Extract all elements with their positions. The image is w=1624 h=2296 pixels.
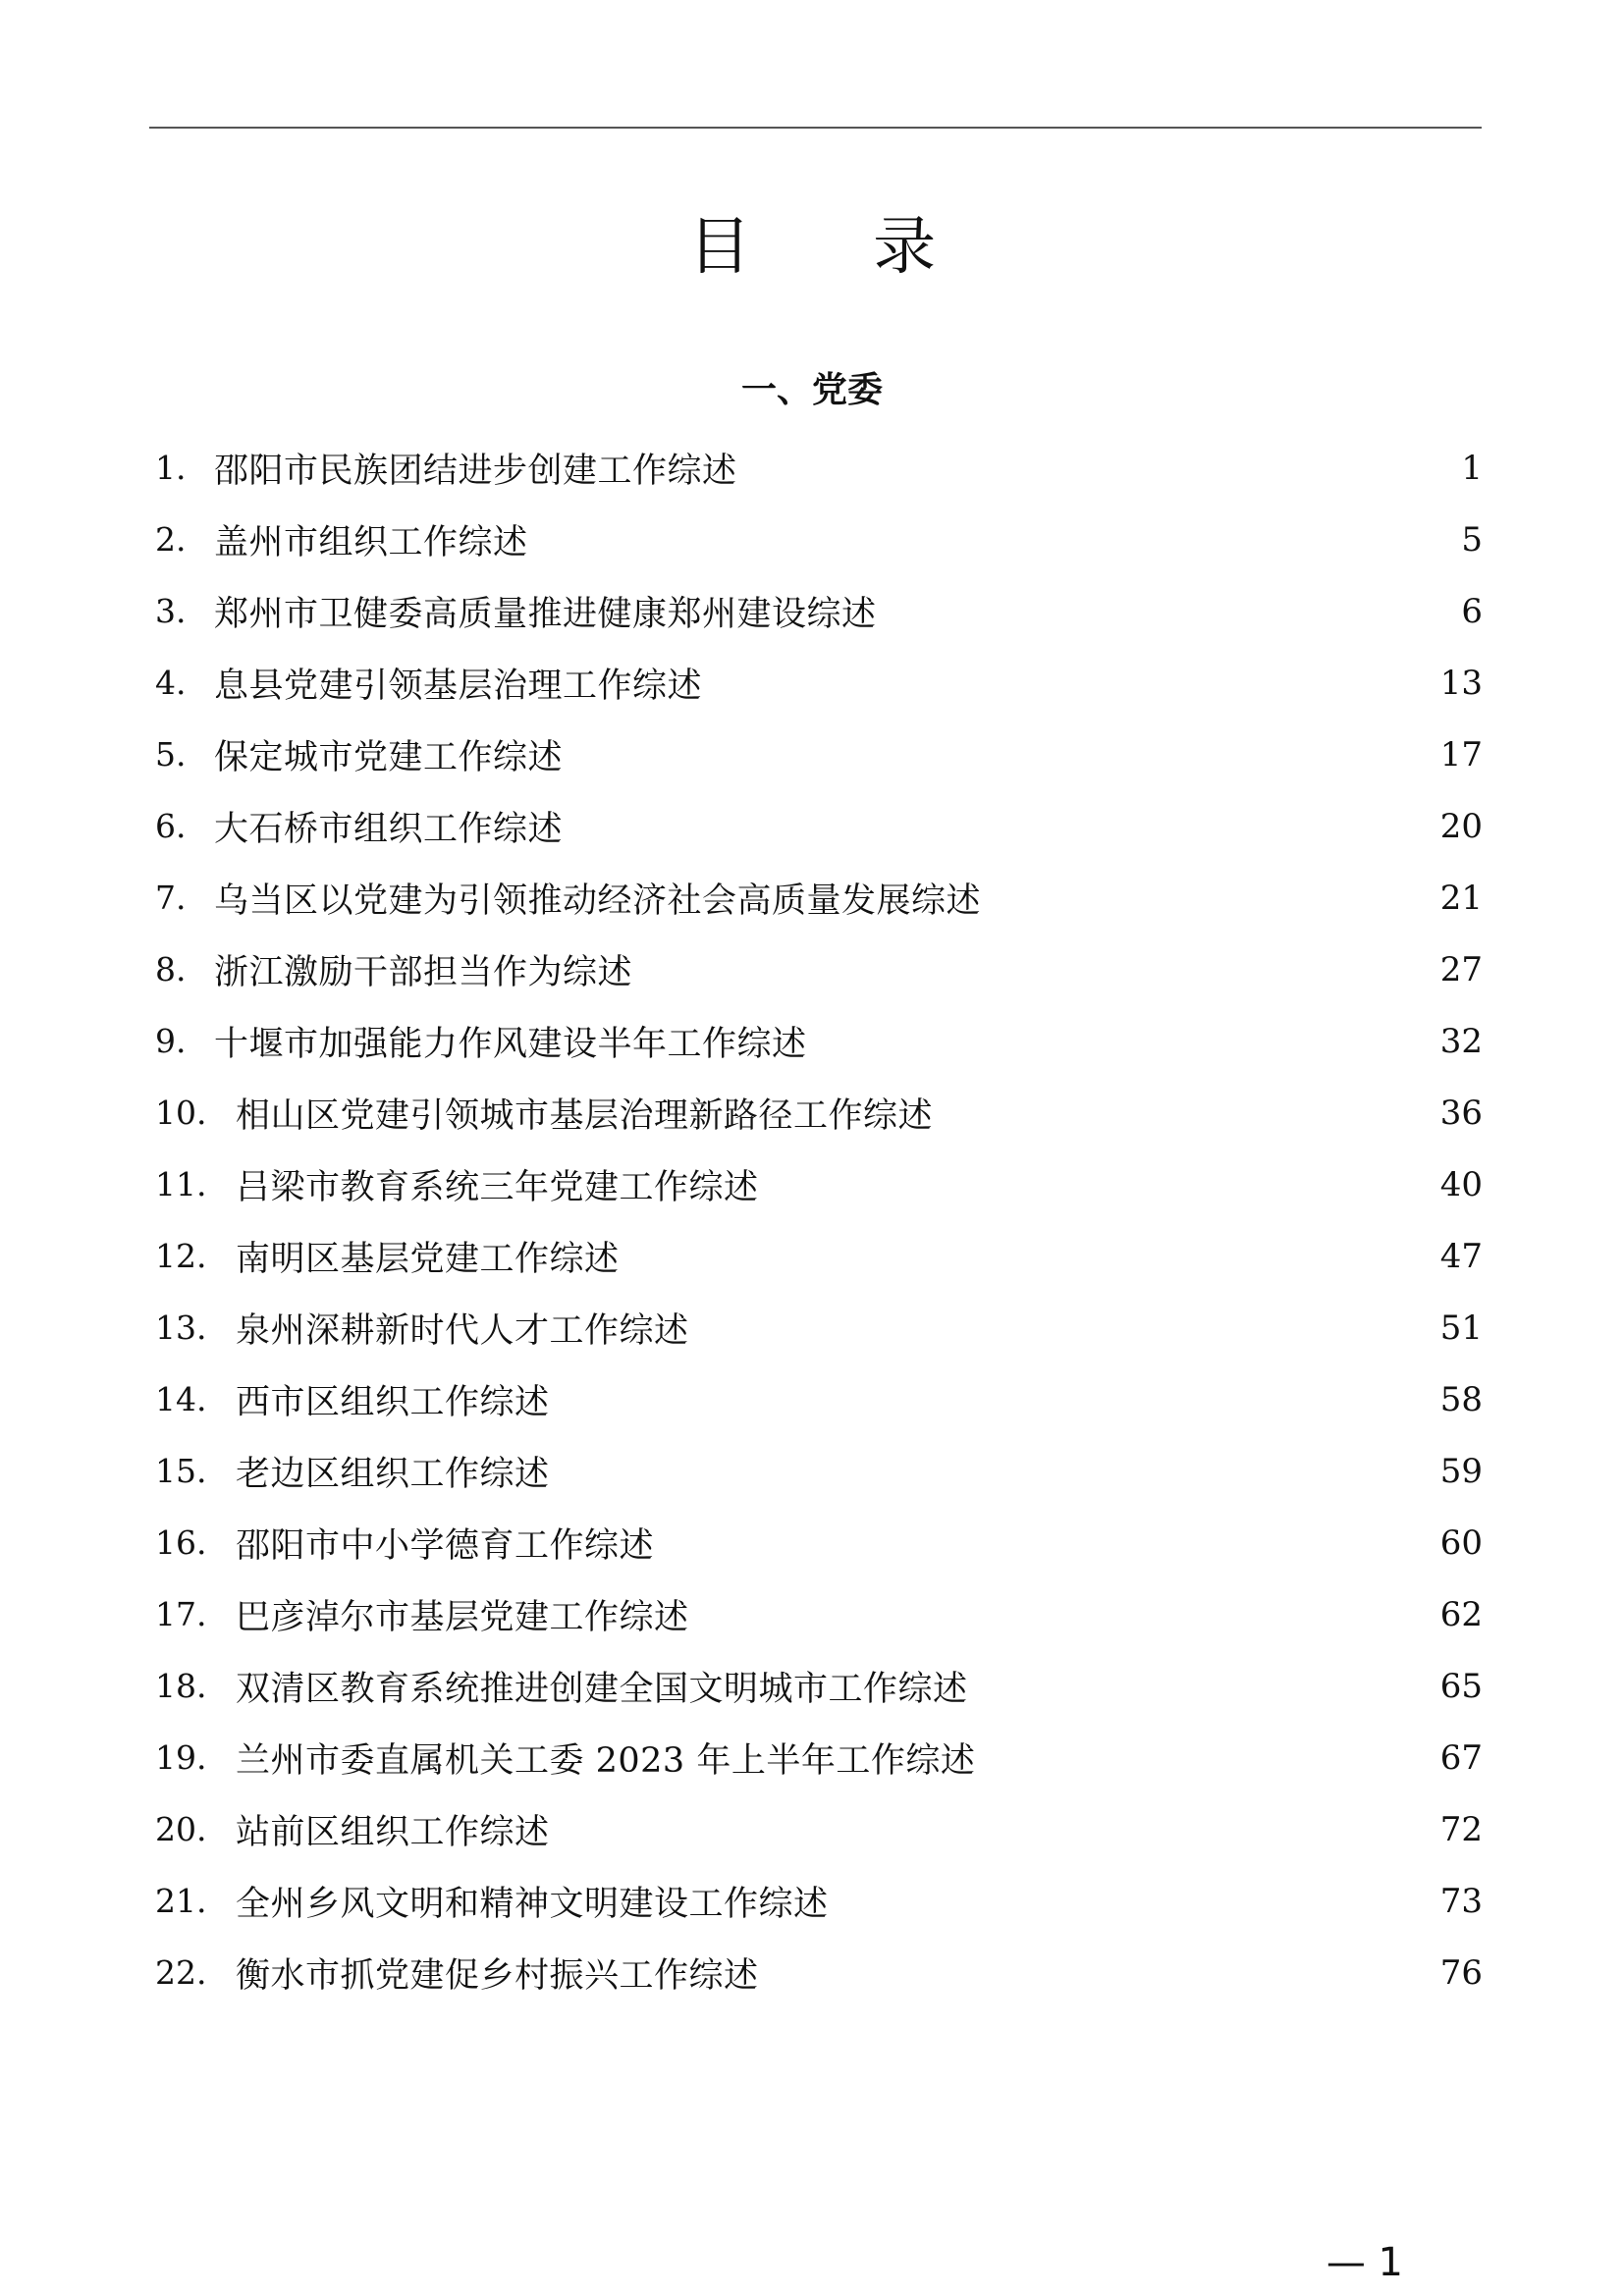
toc-entry-page: 58 [1439, 1379, 1483, 1419]
toc-entry-page: 62 [1439, 1594, 1483, 1634]
toc-entry-number: 11. [155, 1165, 207, 1203]
section-heading: 一、党委 [740, 370, 883, 410]
toc-entry-number: 6. [155, 807, 187, 845]
toc-entry-page: 36 [1439, 1093, 1483, 1133]
toc-entry-title: 大石桥市组织工作综述 [214, 809, 564, 849]
toc-entry[interactable] [155, 790, 1483, 862]
toc-entry-title: 盖州市组织工作综述 [214, 522, 528, 562]
toc-entry-title: 泉州深耕新时代人才工作综述 [236, 1310, 689, 1351]
toc-entry-page: 59 [1439, 1451, 1483, 1491]
toc-entry[interactable] [155, 1005, 1483, 1077]
toc-entry-title: 乌当区以党建为引领推动经济社会高质量发展综述 [214, 881, 982, 921]
toc-entry-page: 67 [1439, 1737, 1483, 1778]
toc-entry[interactable] [155, 1220, 1483, 1292]
toc-entry-title: 保定城市党建工作综述 [214, 737, 564, 777]
toc-entry-page: 65 [1439, 1666, 1483, 1706]
toc-entry-number: 21. [155, 1882, 207, 1920]
toc-entry-title: 吕梁市教育系统三年党建工作综述 [236, 1167, 759, 1207]
toc-entry[interactable] [155, 1722, 1483, 1793]
toc-entry[interactable] [155, 1292, 1483, 1363]
toc-entry-title: 十堰市加强能力作风建设半年工作综述 [214, 1024, 807, 1064]
toc-entry-page: 6 [1461, 591, 1483, 631]
toc-entry[interactable] [155, 1578, 1483, 1650]
toc-entry-page: 47 [1439, 1236, 1483, 1276]
page-title: 目 录 [687, 211, 988, 284]
toc-entry-page: 5 [1461, 519, 1483, 560]
toc-entry-title: 衡水市抓党建促乡村振兴工作综述 [236, 1955, 759, 1996]
toc-entry-page: 60 [1439, 1522, 1483, 1563]
toc-entry-title: 站前区组织工作综述 [236, 1812, 550, 1852]
toc-entry-page: 32 [1439, 1021, 1483, 1061]
toc-entry-number: 20. [155, 1810, 207, 1848]
toc-entry-title: 全州乡风文明和精神文明建设工作综述 [236, 1884, 829, 1924]
toc-entry[interactable] [155, 1507, 1483, 1578]
toc-entry-title: 南明区基层党建工作综述 [236, 1239, 620, 1279]
header-rule [149, 127, 1482, 129]
toc-entry[interactable] [155, 1793, 1483, 1865]
toc-entry-page: 72 [1439, 1809, 1483, 1849]
toc-entry[interactable] [155, 1937, 1483, 2008]
toc-entry-number: 22. [155, 1953, 207, 1992]
table-of-contents [155, 432, 1483, 2008]
toc-entry-page: 27 [1439, 949, 1483, 989]
toc-entry-number: 14. [155, 1380, 207, 1418]
toc-entry-page: 21 [1439, 878, 1483, 918]
toc-entry-number: 4. [155, 664, 187, 702]
toc-entry-title: 巴彦淖尔市基层党建工作综述 [236, 1597, 689, 1637]
toc-entry[interactable] [155, 647, 1483, 719]
toc-entry[interactable] [155, 1865, 1483, 1937]
toc-entry-page: 13 [1439, 663, 1483, 703]
toc-entry[interactable] [155, 1650, 1483, 1722]
toc-entry-title: 郑州市卫健委高质量推进健康郑州建设综述 [214, 594, 877, 634]
toc-entry-page: 76 [1439, 1952, 1483, 1993]
toc-entry-page: 17 [1439, 734, 1483, 774]
toc-entry-page: 73 [1439, 1881, 1483, 1921]
toc-entry-number: 12. [155, 1237, 207, 1275]
toc-entry-number: 5. [155, 735, 187, 774]
toc-entry-title: 邵阳市民族团结进步创建工作综述 [214, 451, 737, 491]
toc-entry-number: 2. [155, 520, 187, 559]
toc-entry-number: 10. [155, 1094, 207, 1132]
toc-entry-number: 7. [155, 879, 187, 917]
toc-entry[interactable] [155, 719, 1483, 790]
toc-entry-number: 16. [155, 1523, 207, 1562]
toc-entry-page: 20 [1439, 806, 1483, 846]
toc-entry-number: 18. [155, 1667, 207, 1705]
toc-entry-number: 13. [155, 1308, 207, 1347]
toc-entry-number: 17. [155, 1595, 207, 1633]
toc-entry-number: 1. [155, 449, 187, 487]
toc-entry-number: 19. [155, 1738, 207, 1777]
toc-entry[interactable] [155, 575, 1483, 647]
page-number: — 1 [1326, 2240, 1403, 2285]
toc-entry-number: 3. [155, 592, 187, 630]
toc-entry-title: 邵阳市中小学德育工作综述 [236, 1525, 655, 1566]
toc-entry[interactable] [155, 862, 1483, 934]
toc-entry-title: 双清区教育系统推进创建全国文明城市工作综述 [236, 1669, 968, 1709]
toc-entry[interactable] [155, 1148, 1483, 1220]
toc-entry-title: 浙江激励干部担当作为综述 [214, 952, 633, 992]
toc-entry-title: 相山区党建引领城市基层治理新路径工作综述 [236, 1095, 934, 1136]
toc-entry-page: 1 [1461, 448, 1483, 488]
toc-entry-number: 8. [155, 950, 187, 988]
toc-entry[interactable] [155, 1435, 1483, 1507]
toc-entry-title: 老边区组织工作综述 [236, 1454, 550, 1494]
toc-entry-title: 西市区组织工作综述 [236, 1382, 550, 1422]
toc-entry-page: 51 [1439, 1308, 1483, 1348]
toc-entry[interactable] [155, 1363, 1483, 1435]
toc-entry-page: 40 [1439, 1164, 1483, 1204]
toc-entry-number: 9. [155, 1022, 187, 1060]
toc-entry[interactable] [155, 934, 1483, 1005]
toc-entry[interactable] [155, 504, 1483, 575]
toc-entry[interactable] [155, 1077, 1483, 1148]
toc-entry-number: 15. [155, 1452, 207, 1490]
toc-entry-title: 兰州市委直属机关工委 2023 年上半年工作综述 [236, 1740, 976, 1781]
toc-entry-title: 息县党建引领基层治理工作综述 [214, 666, 703, 706]
toc-entry[interactable] [155, 432, 1483, 504]
